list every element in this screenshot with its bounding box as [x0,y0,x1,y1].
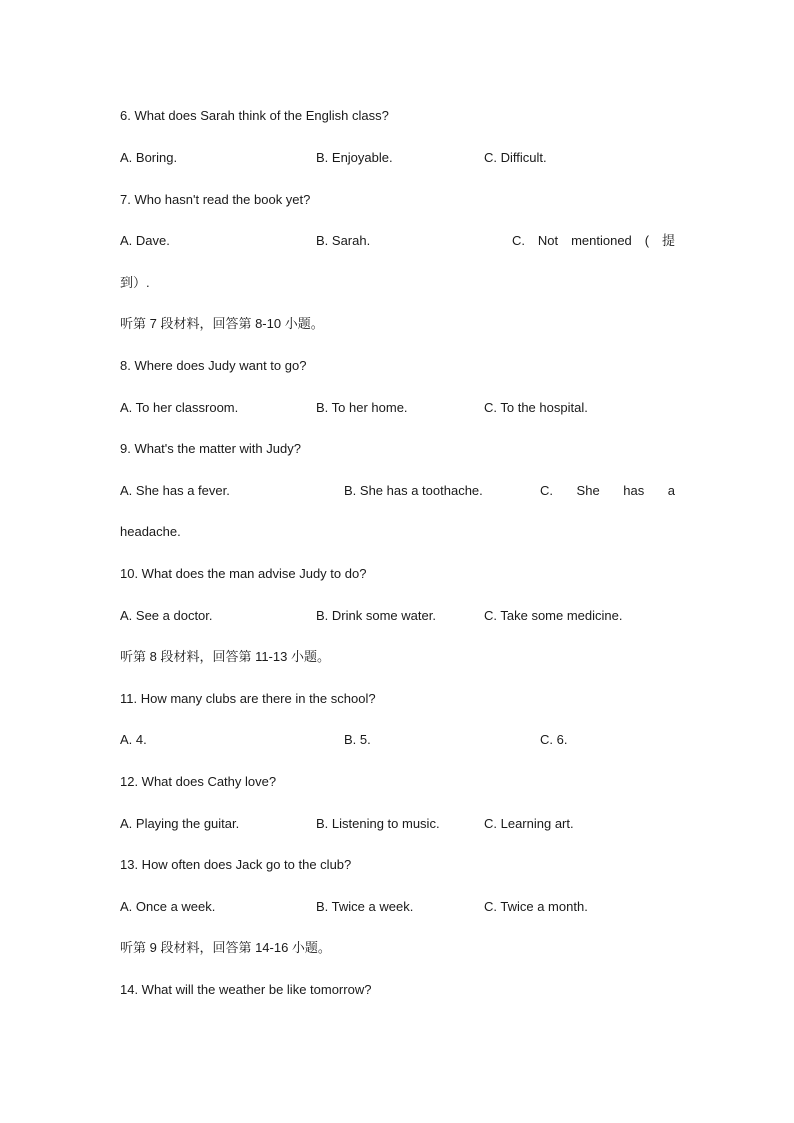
q13-option-b: B. Twice a week. [316,899,414,914]
section-9-instruction: 听第 9 段材料，回答第 14-16 小题。 [120,940,331,955]
q9-option-c-word: She [576,483,600,498]
q6-option-a: A. Boring. [120,150,178,165]
question-11: 11. How many clubs are there in the school? [120,691,376,706]
q10-option-a: A. See a doctor. [120,608,213,623]
q10-option-b: B. Drink some water. [316,608,436,623]
q11-option-b: B. 5. [344,732,371,747]
q12-option-c: C. Learning art. [484,816,574,831]
q9-option-a: A. She has a fever. [120,483,230,498]
q7-option-c-word: Not [537,233,559,248]
q10-option-c: C. Take some medicine. [484,608,623,623]
q11-option-c: C. 6. [540,732,568,747]
q9-option-b: B. She has a toothache. [344,483,483,498]
q8-option-b: B. To her home. [316,400,408,415]
question-12: 12. What does Cathy love? [120,774,277,789]
q13-option-a: A. Once a week. [120,899,216,914]
q9-option-c [540,483,675,499]
q12-option-b: B. Listening to music. [316,816,440,831]
q6-option-b: B. Enjoyable. [316,150,393,165]
question-8: 8. Where does Judy want to go? [120,358,307,373]
q13-option-c: C. Twice a month. [484,899,588,914]
q7-option-b: B. Sarah. [316,233,371,248]
q6-option-c: C. Difficult. [484,150,547,165]
q7-option-a: A. Dave. [120,233,170,248]
q9-option-c-word: C. [540,483,553,498]
q8-option-a: A. To her classroom. [120,400,239,415]
q7-option-c-word: mentioned [571,233,632,248]
question-9: 9. What's the matter with Judy? [120,441,301,456]
q7-option-c-word: C. [512,233,525,248]
q8-option-c: C. To the hospital. [484,400,588,415]
section-8-instruction: 听第 8 段材料，回答第 11-13 小题。 [120,649,330,664]
q7-option-c [512,233,675,249]
q12-option-a: A. Playing the guitar. [120,816,240,831]
question-14: 14. What will the weather be like tomorrow? [120,982,372,997]
question-6: 6. What does Sarah think of the English class? [120,108,389,123]
q7-option-c-continuation: 到）. [120,275,150,290]
q9-option-c-continuation: headache. [120,524,181,539]
q9-option-c-word: has [623,483,645,498]
question-13: 13. How often does Jack go to the club? [120,857,352,872]
question-10: 10. What does the man advise Judy to do? [120,566,367,581]
q7-option-c-word: 提 [661,233,675,248]
q7-option-c-word: ( [644,233,650,248]
q11-option-a: A. 4. [120,732,147,747]
question-7: 7. Who hasn't read the book yet? [120,192,311,207]
q9-option-c-word: a [667,483,675,498]
section-7-instruction: 听第 7 段材料，回答第 8-10 小题。 [120,316,324,331]
